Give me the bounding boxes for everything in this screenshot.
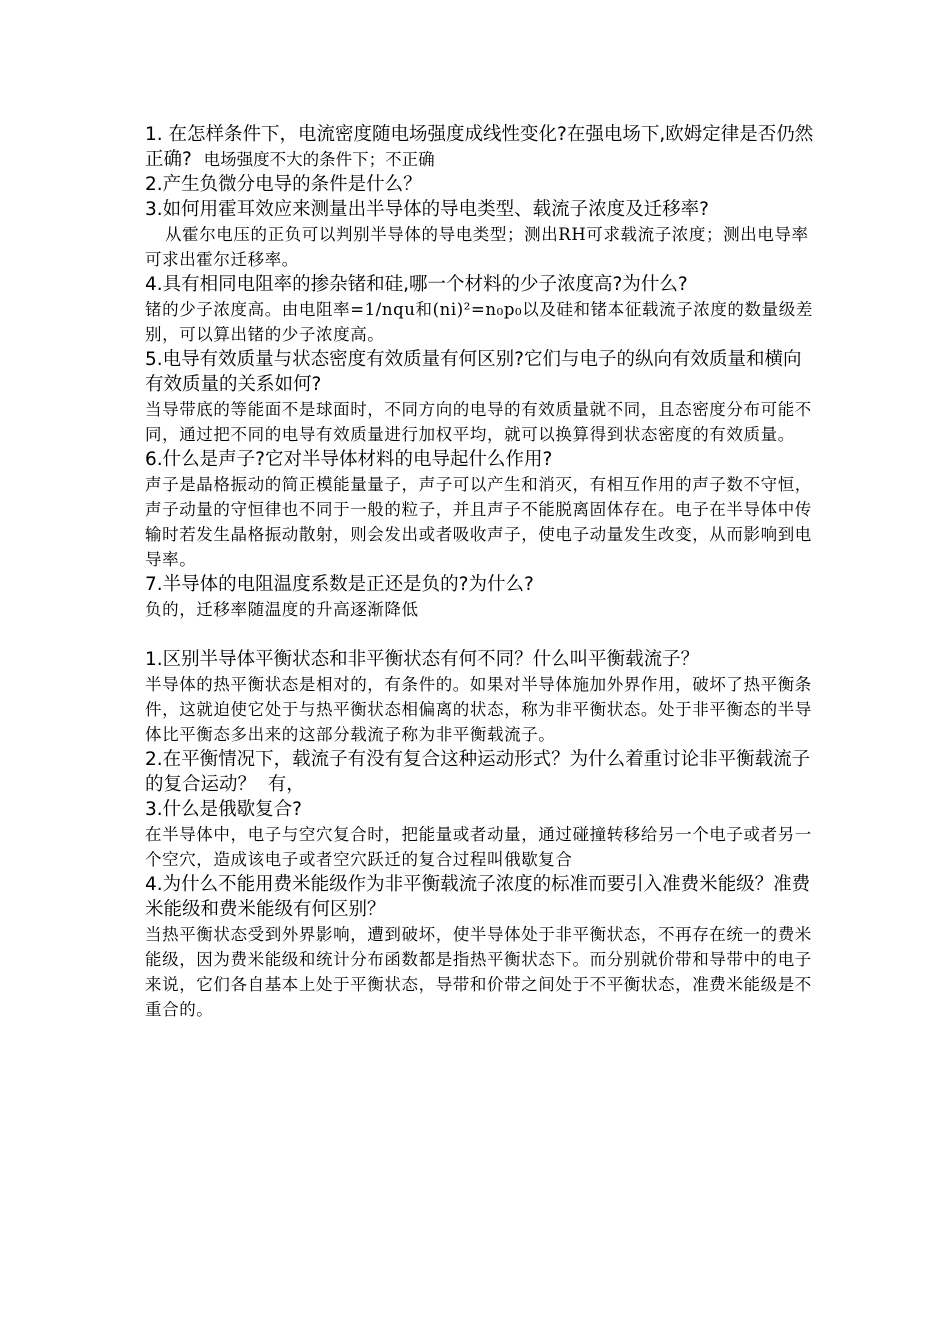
question-1-2: 2.产生负微分电导的条件是什么？ — [145, 174, 422, 195]
answer-1-3: 从霍尔电压的正负可以判别半导体的导电类型；测出RH可求载流子浓度；测出电导率可求出霍尔迁移率。 — [145, 225, 809, 269]
answer-2-1: 半导体的热平衡状态是相对的，有条件的。如果对半导体施加外界作用，破坏了热平衡条件，这就迫使它处于与热平衡状态相偏离的状态，称为非平衡状态。处于非平衡态的半导体比平衡态多出来的这部分载流子称为非平衡载流子。 — [145, 675, 812, 744]
question-text: 2.在平衡情况下，载流子有没有复合这种运动形式？为什么着重讨论非平衡载流子的复合运动？ — [145, 749, 811, 795]
question-1-6: 6.什么是声子?它对半导体材料的电导起什么作用? — [145, 449, 553, 470]
answer-1-7: 负的，迁移率随温度的升高逐渐降低 — [145, 600, 419, 619]
question-text: 1. 在怎样条件下，电流密度随电场强度成线性变化?在强电场下,欧姆定律是否仍然正确? — [145, 124, 814, 170]
question-1-3: 3.如何用霍耳效应来测量出半导体的导电类型、载流子浓度及迁移率? — [145, 199, 709, 220]
question-1-5: 5.电导有效质量与状态密度有效质量有何区别?它们与电子的纵向有效质量和横向有效质量的关系如何? — [145, 349, 802, 395]
question-2-2 — [145, 747, 815, 797]
document-page — [145, 122, 815, 1022]
answer-2-2: 有， — [267, 774, 305, 795]
answer-1-6: 声子是晶格振动的简正模能量量子，声子可以产生和消灭，有相互作用的声子数不守恒，声子动量的守恒律也不同于一般的粒子，并且声子不能脱离固体存在。电子在半导体中传输时若发生晶格振动散射，则会发出或者吸收声子，使电子动量发生改变，从而影响到电导率。 — [145, 475, 812, 569]
question-1-1 — [145, 122, 815, 172]
answer-1-5: 当导带底的等能面不是球面时，不同方向的电导的有效质量就不同，且态密度分布可能不同，通过把不同的电导有效质量进行加权平均，就可以换算得到状态密度的有效质量。 — [145, 400, 812, 444]
question-2-4: 4.为什么不能用费米能级作为非平衡载流子浓度的标准而要引入准费米能级？准费米能级和费米能级有何区别？ — [145, 874, 811, 920]
answer-2-4: 当热平衡状态受到外界影响，遭到破坏，使半导体处于非平衡状态，不再存在统一的费米能级，因为费米能级和统计分布函数都是指热平衡状态下。而分别就价带和导带中的电子来说，它们各自基本上处于平衡状态，导带和价带之间处于不平衡状态，准费米能级是不重合的。 — [145, 925, 812, 1019]
answer-1-4: 锗的少子浓度高。由电阻率=1/nqu和(ni)²=n₀p₀以及硅和锗本征载流子浓度的数量级差别，可以算出锗的少子浓度高。 — [145, 300, 813, 344]
section-gap — [145, 622, 815, 647]
answer-2-3: 在半导体中，电子与空穴复合时，把能量或者动量，通过碰撞转移给另一个电子或者另一个空穴，造成该电子或者空穴跃迁的复合过程叫俄歇复合 — [145, 825, 812, 869]
question-2-1: 1.区别半导体平衡状态和非平衡状态有何不同？什么叫平衡载流子？ — [145, 649, 700, 670]
question-1-4: 4.具有相同电阻率的掺杂锗和硅,哪一个材料的少子浓度高?为什么? — [145, 274, 688, 295]
question-1-7: 7.半导体的电阻温度系数是正还是负的?为什么? — [145, 574, 534, 595]
question-2-3: 3.什么是俄歇复合? — [145, 799, 302, 820]
answer-1-1: 电场强度不大的条件下；不正确 — [203, 150, 435, 169]
